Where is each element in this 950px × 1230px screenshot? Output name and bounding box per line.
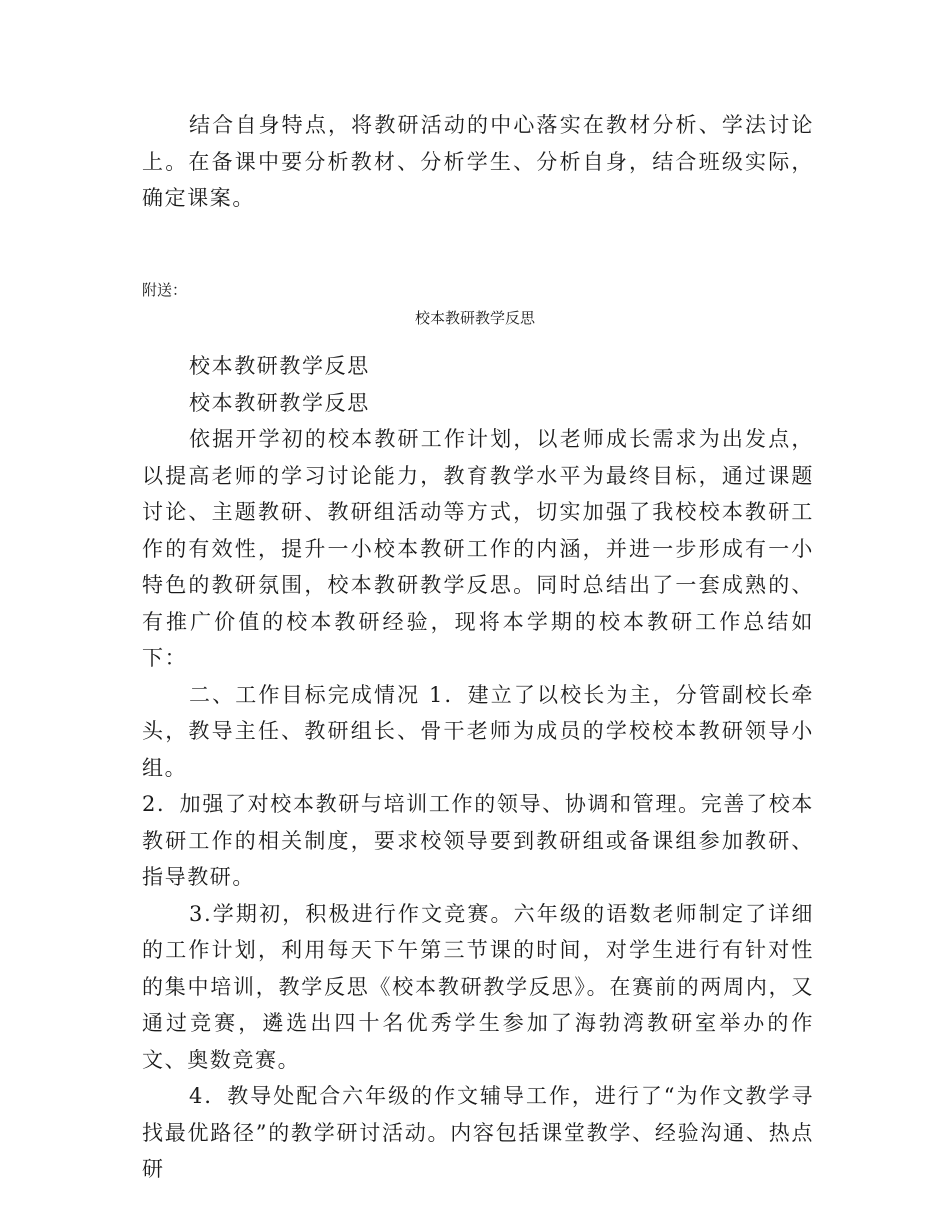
body-paragraph: 3.学期初，积极进行作文竞赛。六年级的语数老师制定了详细的工作计划，利用每天下午第三节课的时间，对学生进行有针对性的集中培训，教学反思《校本教研教学反思》。在赛前的两周内，又通过竞赛，遴选出四十名优秀学生参加了海勃湾教研室举办的作文、奥数竞赛。 <box>142 901 814 1072</box>
subtitle-line: 校本教研教学反思 <box>189 354 370 378</box>
body-paragraph: 二、工作目标完成情况 1．建立了以校长为主，分管副校长牵头，教导主任、教研组长、骨干老师为成员的学校校本教研领导小组。 <box>142 682 814 780</box>
subtitle-line: 校本教研教学反思 <box>189 390 370 415</box>
intro-paragraph: 结合自身特点，将教研活动的中心落实在教材分析、学法讨论上。在备课中要分析教材、分析学生、分析自身，结合班级实际，确定课案。 <box>142 113 814 210</box>
attachment-body <box>142 348 814 1188</box>
attachment-label: 附送： <box>142 281 188 299</box>
body-paragraph: 依据开学初的校本教研工作计划，以老师成长需求为出发点，以提高老师的学习讨论能力，教育教学水平为最终目标，通过课题讨论、主题教研、教研组活动等方式，切实加强了我校校本教研工作的有效性，提升一小校本教研工作的内涵，并进一步形成有一小特色的教研氛围，校本教研教学反思。同时总结出了一套成熟的、有推广价值的校本教研经验，现将本学期的校本教研工作总结如下： <box>142 427 814 670</box>
body-paragraph: 2．加强了对校本教研与培训工作的领导、协调和管理。完善了校本教研工作的相关制度，要求校领导要到教研组或备课组参加教研、指导教研。 <box>142 792 814 889</box>
body-paragraph: 4．教导处配合六年级的作文辅导工作，进行了“为作文教学寻找最优路径”的教学研讨活动。内容包括课堂教学、经验沟通、热点研 <box>142 1084 814 1181</box>
attachment-title: 校本教研教学反思 <box>414 309 535 327</box>
